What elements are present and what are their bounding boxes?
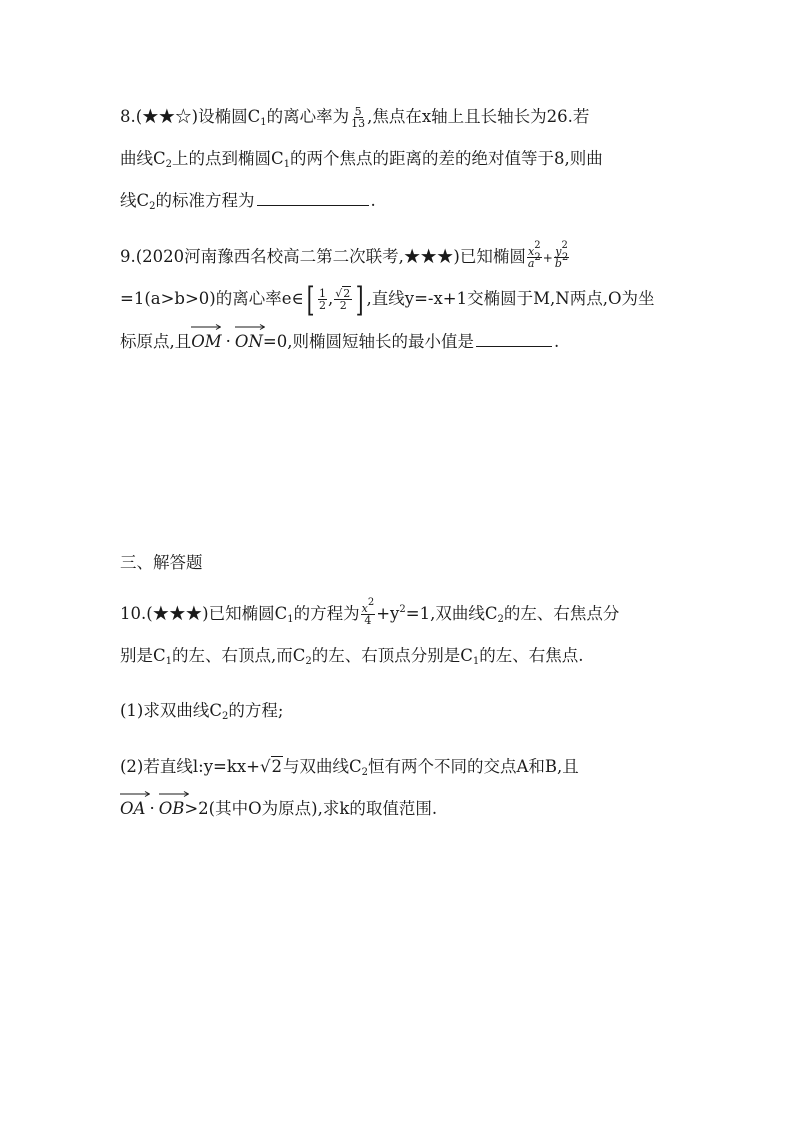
radicand: 2 xyxy=(343,287,351,300)
subscript: 2 xyxy=(305,656,312,667)
q9-line-3 xyxy=(120,328,559,355)
q9-text: =0,则椭圆短轴长的最小值是 xyxy=(262,332,474,351)
q9-text: ,直线y=-x+1交椭圆于M,N两点,O为坐 xyxy=(366,289,655,308)
fraction-x2-a2 xyxy=(527,240,542,270)
q8-text: 8.(★★☆)设椭圆C xyxy=(120,107,261,126)
q10-text: 的左、右顶点分别是C xyxy=(311,646,473,665)
q10-text: 10.(★★★)已知椭圆C xyxy=(120,604,288,623)
vector-label: ON xyxy=(234,332,263,351)
q8-text: 曲线C xyxy=(120,149,166,168)
vector-label: OA xyxy=(120,799,146,818)
subscript: 1 xyxy=(165,656,172,667)
q10-part-2-line-1 xyxy=(120,754,579,780)
q10-text: (2)若直线l:y=kx+ xyxy=(120,757,260,776)
fraction-y2-b2 xyxy=(554,240,569,270)
var-b: b xyxy=(554,257,562,270)
q10-text: 的方程为 xyxy=(293,604,360,623)
q10-text: 的左、右焦点. xyxy=(479,646,584,665)
fraction-denominator: 13 xyxy=(351,117,366,130)
vector-label: OM xyxy=(191,332,222,351)
q10-part-2-line-2 xyxy=(120,796,437,822)
q10-part-1 xyxy=(120,698,283,724)
q10-text: >2(其中O为原点),求k的取值范围. xyxy=(184,799,438,818)
q10-text: 的左、右焦点分 xyxy=(503,604,620,623)
fraction-denominator: 4 xyxy=(364,614,372,627)
q10-text: 恒有两个不同的交点A和B,且 xyxy=(368,757,579,776)
subscript: 2 xyxy=(165,159,172,170)
sqrt-icon: √ xyxy=(335,287,343,300)
var-a: a xyxy=(527,257,535,270)
q10-text: =1,双曲线C xyxy=(405,604,498,623)
subscript: 1 xyxy=(283,159,290,170)
subscript: 1 xyxy=(472,656,480,667)
dot-operator: · xyxy=(225,332,231,351)
q8-text: 的离心率为 xyxy=(266,107,350,126)
subscript: 1 xyxy=(260,117,267,128)
right-bracket-icon: ] xyxy=(355,279,364,320)
answer-blank[interactable] xyxy=(476,328,552,347)
q9-line-1 xyxy=(120,240,570,271)
q8-text: 的两个焦点的距离的差的绝对值等于8,则曲 xyxy=(290,149,603,168)
q9-line-2 xyxy=(120,279,655,320)
q10-line-1 xyxy=(120,597,620,627)
q8-text: 的标准方程为 xyxy=(155,191,255,210)
subscript: 2 xyxy=(222,711,229,722)
var-x: x xyxy=(528,245,535,258)
left-bracket-icon: [ xyxy=(306,279,315,320)
vector-arrow-icon xyxy=(159,791,189,797)
fraction-numerator: 1 xyxy=(319,287,326,300)
var-y: y xyxy=(555,245,562,258)
subscript: 2 xyxy=(497,614,504,625)
q10-text: 别是C xyxy=(120,646,166,665)
q8-text: 线C xyxy=(120,191,150,210)
vector-ob xyxy=(159,796,185,822)
q8-line-2 xyxy=(120,146,603,172)
radicand: 2 xyxy=(271,757,282,776)
fraction-sqrt2-2 xyxy=(334,288,352,311)
q10-line-2 xyxy=(120,643,584,669)
q10-text: 的方程; xyxy=(228,701,284,720)
vector-oa xyxy=(120,796,145,822)
q9-text: 标原点,且 xyxy=(120,332,192,351)
fraction-1-2 xyxy=(318,288,327,311)
q8-line-1 xyxy=(120,104,589,130)
q8-text: . xyxy=(370,191,376,210)
exponent: 2 xyxy=(561,240,568,251)
vector-arrow-icon xyxy=(191,324,221,330)
exponent: 2 xyxy=(399,604,406,615)
q8-line-3 xyxy=(120,187,376,214)
dot-operator: · xyxy=(149,799,155,818)
exponent: 2 xyxy=(367,597,375,608)
fraction-5-13 xyxy=(350,106,366,129)
q10-text: 与双曲线C xyxy=(283,757,362,776)
subscript: 1 xyxy=(287,614,294,625)
q9-text: =1(a>b>0)的离心率e∈ xyxy=(120,289,304,308)
subscript: 2 xyxy=(149,201,156,212)
q8-text: ,焦点在x轴上且长轴长为26.若 xyxy=(367,107,590,126)
section-heading: 三、解答题 xyxy=(120,553,203,572)
vector-om xyxy=(191,329,221,355)
exponent: 2 xyxy=(534,252,541,263)
exponent: 2 xyxy=(561,252,569,263)
fraction-numerator: 5 xyxy=(354,105,362,118)
vector-arrow-icon xyxy=(120,791,150,797)
exponent: 2 xyxy=(534,240,541,251)
comma: , xyxy=(328,289,334,308)
answer-blank[interactable] xyxy=(257,187,369,206)
fraction-x2-4 xyxy=(361,597,376,627)
fraction-denominator: 2 xyxy=(319,299,326,312)
vector-on xyxy=(235,329,263,355)
q10-text: +y xyxy=(376,604,400,623)
sqrt-icon: √ xyxy=(259,757,271,776)
q10-text: 的左、右顶点,而C xyxy=(172,646,306,665)
q9-text: . xyxy=(553,332,560,351)
vector-arrow-icon xyxy=(235,324,265,330)
q8-text: 上的点到椭圆C xyxy=(172,149,284,168)
var-x: x xyxy=(361,602,368,615)
fraction-denominator: 2 xyxy=(339,299,347,312)
plus-sign: + xyxy=(542,251,553,265)
vector-label: OB xyxy=(158,799,185,818)
q10-text: (1)求双曲线C xyxy=(120,701,222,720)
q9-text: 9.(2020河南豫西名校高二第二次联考,★★★)已知椭圆 xyxy=(120,247,526,266)
subscript: 2 xyxy=(361,767,368,778)
